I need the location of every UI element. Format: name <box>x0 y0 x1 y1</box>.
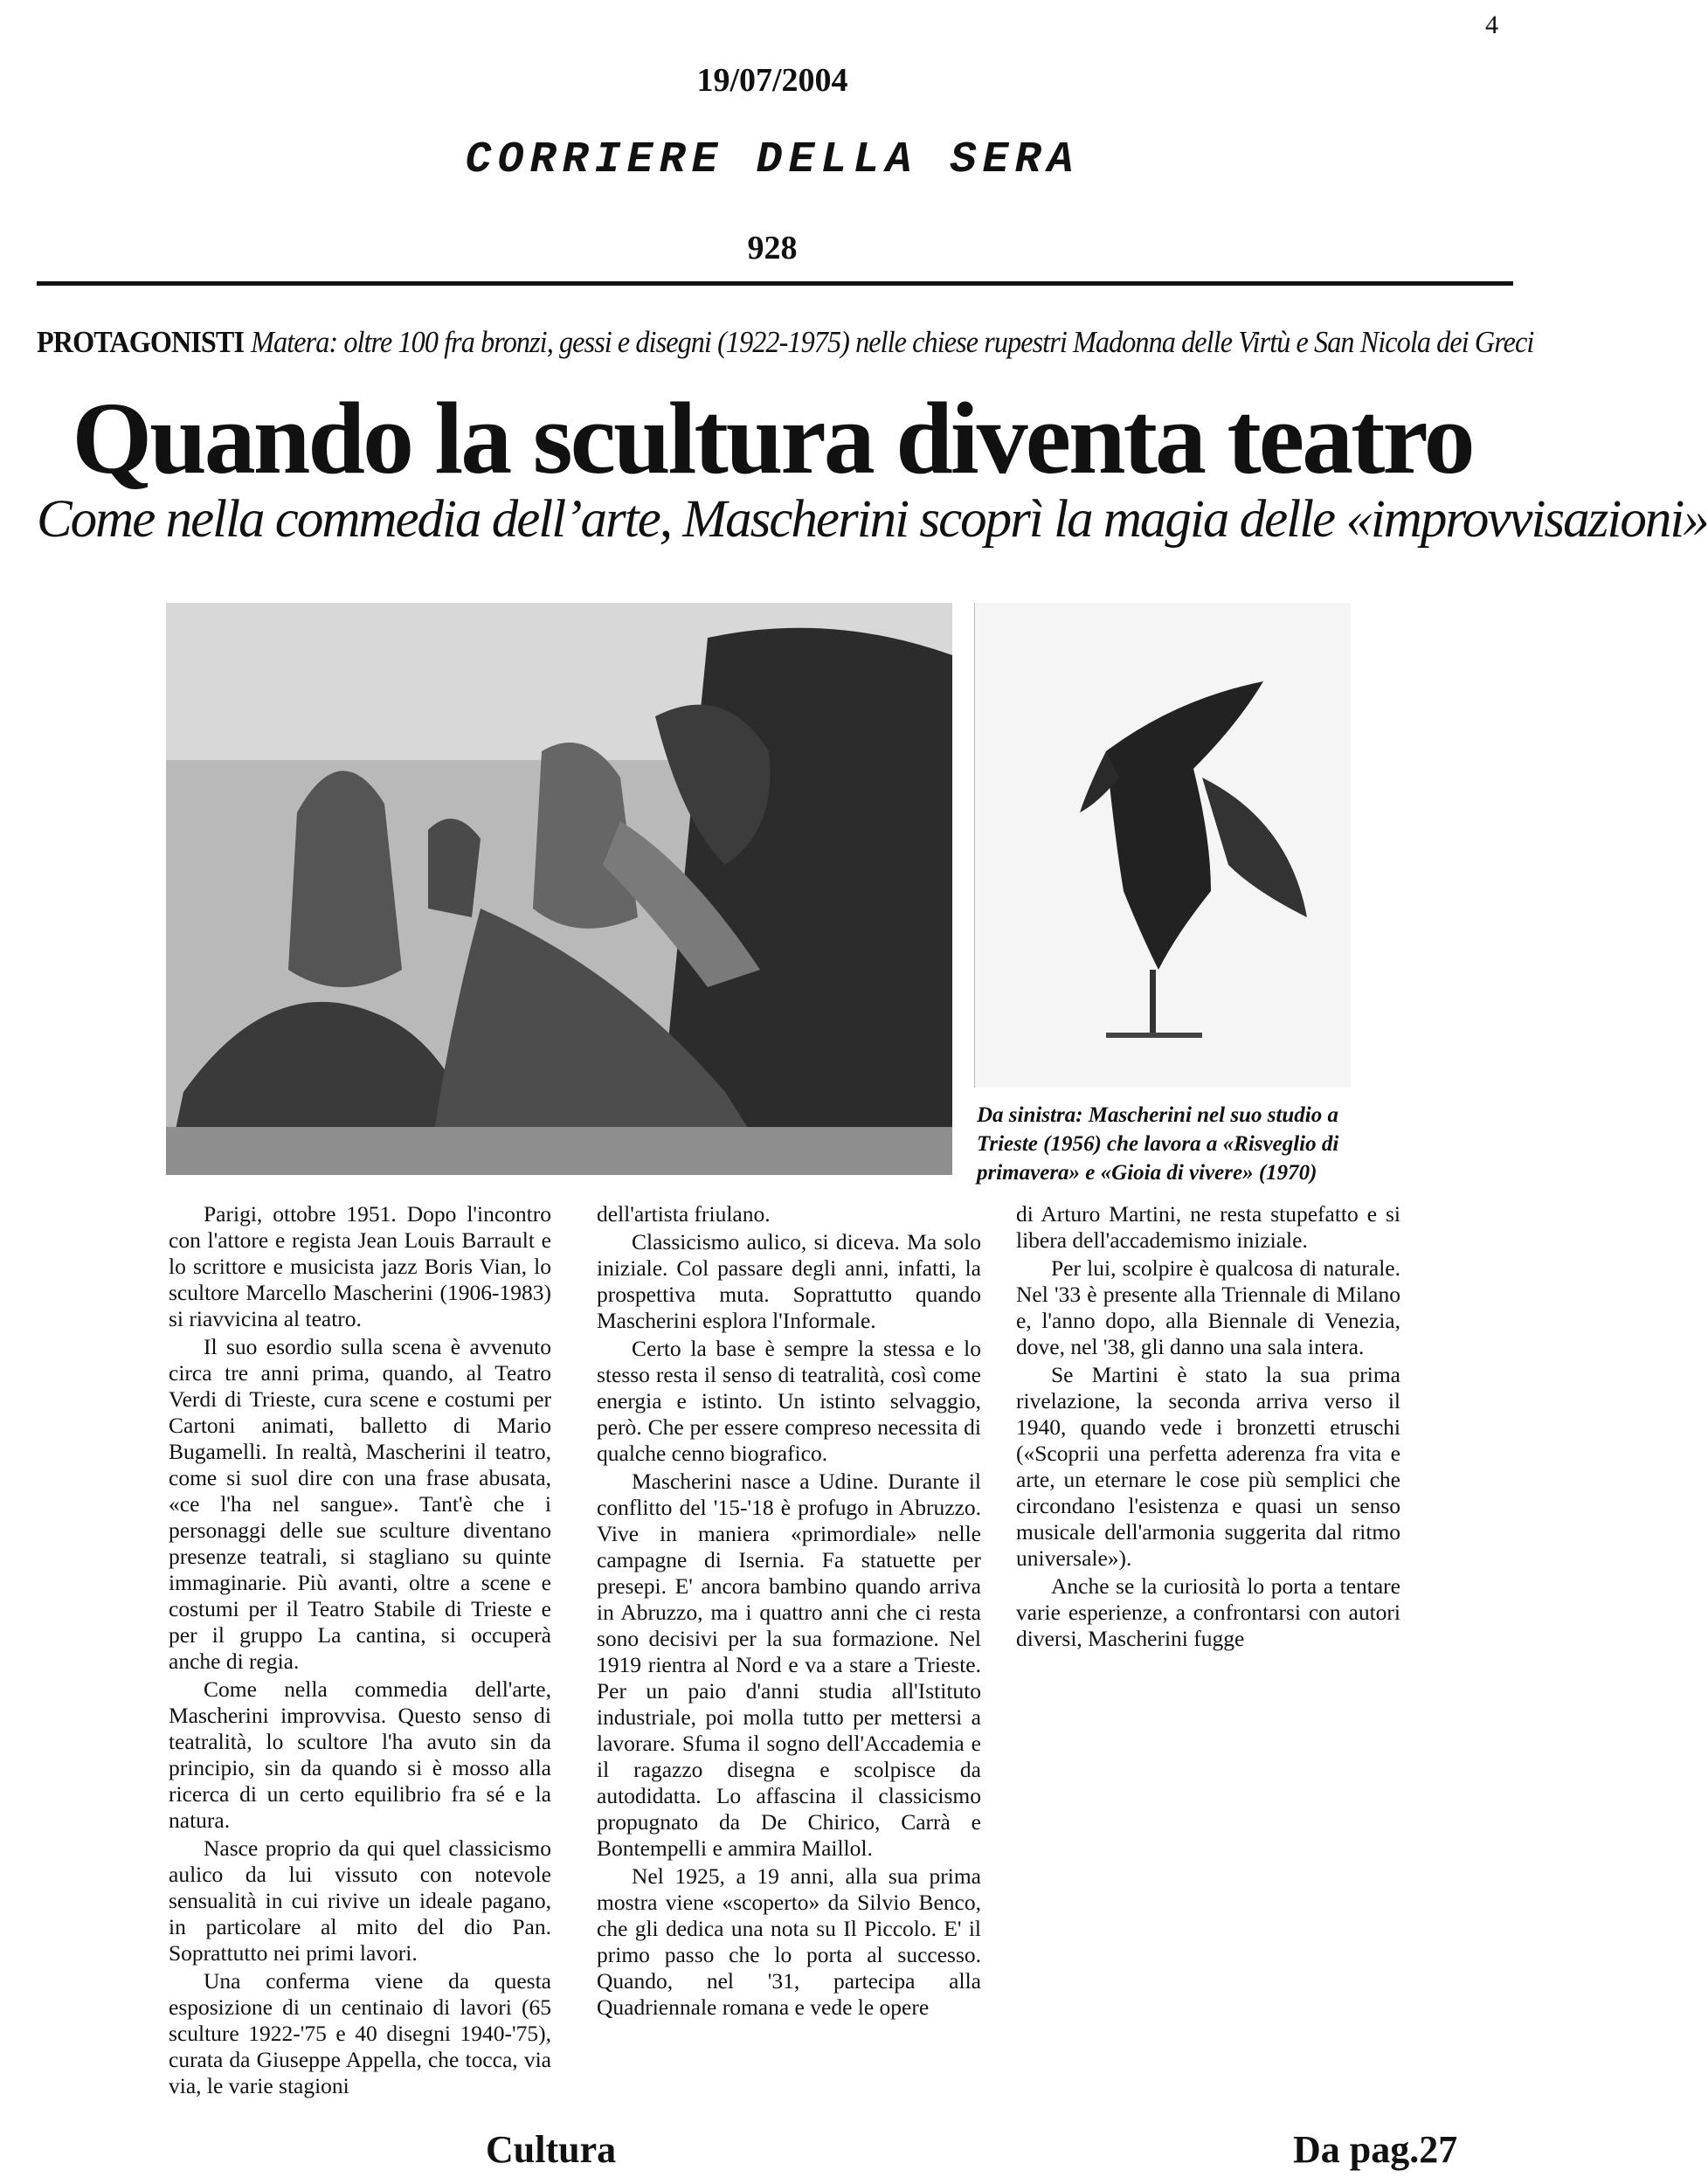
continued-from-page: Da pag.27 <box>1293 2128 1458 2171</box>
paragraph: Anche se la curiosità lo porta a tentare varie esperienze, a confrontarsi con autori diversi, Mascherini fugge <box>1016 1573 1400 1651</box>
article-column-1 <box>169 1201 551 2101</box>
paragraph: Una conferma viene da questa esposizione di un centinaio di lavori (65 sculture 1922-'75 e 40 disegni 1940-'75), curata da Giuseppe Appella, che tocca, via via, le varie stagioni <box>169 1968 551 2098</box>
photo-caption: Da sinistra: Mascherini nel suo studio a Trieste (1956) che lavora a «Risveglio di primavera» e «Gioia di vivere» (1970) <box>977 1103 1339 1185</box>
paragraph: Mascherini nasce a Udine. Durante il conflitto del '15-'18 è profugo in Abruzzo. Vive in maniera «primordiale» nelle campagne di Isernia. Fa statuette per presepi. E' ancora bambino quando arriva in Abruzzo, ma i quattro anni che ci resta sono decisivi per la sua formazione. Nel 1919 rientra al Nord e va a stare a Trieste. Per un paio d'anni studia all'Istituto industriale, poi molla tutto per mettersi a lavorare. Sfuma il sogno dell'Accademia e il ragazzo disegna e scolpisce da autodidatta. Lo affascina il classicismo propugnato da De Chirico, Carrà e Bontempelli e ammira Maillol. <box>597 1469 981 1861</box>
article-column-3 <box>1016 1201 1400 1654</box>
header-rule <box>37 281 1513 286</box>
newspaper-name: CORRIERE DELLA SERA <box>465 135 1080 185</box>
article-column-2 <box>597 1201 981 2022</box>
page-number: 4 <box>1485 10 1498 39</box>
issue-number: 928 <box>747 230 798 266</box>
paragraph: Per lui, scolpire è qualcosa di naturale. Nel '33 è presente alla Triennale di Milano e, l'anno dopo, alla Biennale di Venezia, dove, nel '38, gli danno una sala intera. <box>1016 1255 1400 1359</box>
paragraph: Nel 1925, a 19 anni, alla sua prima mostra viene «scoperto» da Silvio Benco, che gli dedica una nota su Il Piccolo. E' il primo passo che lo porta al successo. Quando, nel '31, partecipa alla Quadriennale romana e vede le opere <box>597 1863 981 2020</box>
kicker-label: PROTAGONISTI <box>37 325 245 359</box>
publication-date: 19/07/2004 <box>696 62 848 99</box>
kicker <box>37 325 1534 360</box>
paragraph: Nasce proprio da qui quel classicismo aulico da lui vissuto con notevole sensualità in cui rivive un ideale pagano, in particolare al mito del dio Pan. Soprattutto nei primi lavori. <box>169 1835 551 1966</box>
headline: Quando la scultura diventa teatro <box>72 381 1473 495</box>
subheadline: Come nella commedia dell’arte, Mascherini scoprì la magia delle «improvvisazioni» <box>37 490 1708 549</box>
paragraph: Classicismo aulico, si diceva. Ma solo iniziale. Col passare degli anni, infatti, la prospettiva muta. Soprattutto quando Mascherini esplora l'Informale. <box>597 1229 981 1333</box>
paragraph: Come nella commedia dell'arte, Mascherini improvvisa. Questo senso di teatralità, lo scultore l'ha avuto sin da principio, sin da quando si è mosso alla ricerca di un certo equilibrio fra sé e la natura. <box>169 1676 551 1833</box>
paragraph: Certo la base è sempre la stessa e lo stesso resta il senso di teatralità, così come energia e istinto. Un istinto selvaggio, però. Che per essere compreso necessita di qualche cenno biografico. <box>597 1336 981 1466</box>
studio-photo <box>166 603 952 1175</box>
kicker-text: Matera: oltre 100 fra bronzi, gessi e disegni (1922-1975) nelle chiese rupestri Madonna delle Virtù e San Nicola dei Greci <box>251 325 1534 359</box>
paragraph: Se Martini è stato la sua prima rivelazione, la seconda arriva verso il 1940, quando vede i bronzetti etruschi («Scoprii una perfetta aderenza fra vita e arte, un eternare le cose più semplici che circondano l'esistenza e quasi un senso musicale dell'armonia suggerita dal ritmo universale»). <box>1016 1362 1400 1571</box>
sculpture-photo <box>974 603 1351 1088</box>
paragraph: di Arturo Martini, ne resta stupefatto e si libera dell'accademismo iniziale. <box>1016 1201 1400 1253</box>
paragraph: Il suo esordio sulla scena è avvenuto circa tre anni prima, quando, al Teatro Verdi di Trieste, cura scene e costumi per Cartoni animati, balletto di Mario Bugamelli. In realtà, Mascherini il teatro, come si suol dire con una frase abusata, «ce l'ha nel sangue». Tant'è che i personaggi delle sue sculture diventano presenze teatrali, si stagliano su quinte immaginarie. Più avanti, oltre a scene e costumi per il Teatro Stabile di Trieste e per il gruppo La cantina, si occuperà anche di regia. <box>169 1334 551 1674</box>
studio-photo-art <box>166 603 952 1175</box>
section-name: Cultura <box>486 2128 617 2171</box>
sculpture-art <box>975 603 1351 1088</box>
paragraph: dell'artista friulano. <box>597 1201 771 1227</box>
paragraph: Parigi, ottobre 1951. Dopo l'incontro con l'attore e regista Jean Louis Barrault e lo scrittore e musicista jazz Boris Vian, lo scultore Marcello Mascherini (1906-1983) si riavvicina al teatro. <box>169 1201 551 1331</box>
